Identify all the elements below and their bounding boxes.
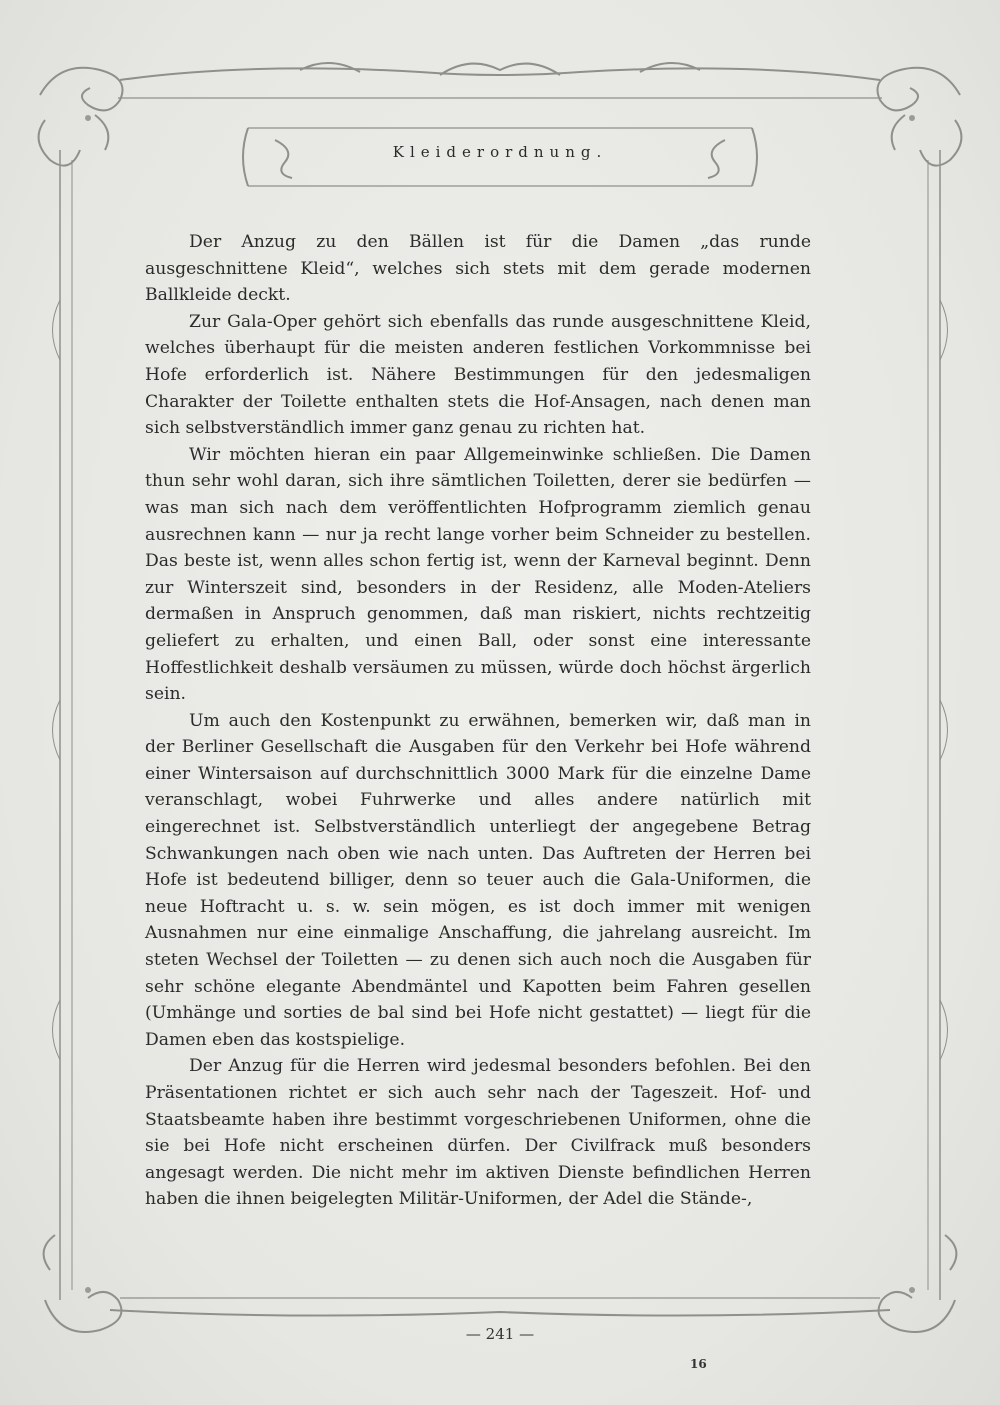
paragraph: Der Anzug zu den Bällen ist für die Damen „das runde ausgeschnittene Kleid“, welches sich stets mit dem gerade modernen Ballkleide deckt. xyxy=(145,232,811,306)
page-number: — 241 — xyxy=(465,1325,535,1343)
paragraph: Zur Gala-Oper gehört sich ebenfalls das runde ausgeschnittene Kleid, welches überhaupt für die meisten anderen festlichen Vorkommnisse bei Hofe erforderlich ist. Nähere Bestimmungen für den jedesmaligen Charakter der Toilette enthalten stets die Hof-Ansagen, nach denen man sich selbstverständlich immer ganz genau zu richten hat. xyxy=(145,311,811,439)
page-heading: Kleiderordnung. xyxy=(392,143,608,161)
paragraph: Der Anzug für die Herren wird jedesmal besonders befohlen. Bei den Präsentationen richtet er sich auch sehr nach der Tageszeit. Hof- und Staatsbeamte haben ihre bestimmt vorgeschriebenen Uniformen, ohne die sie bei Hofe nicht erscheinen dürfen. Der Civilfrack muß besonders angesagt werden. Die nicht mehr im aktiven Dienste befindlichen Herren haben die ihnen beigelegten Militär-Uniformen, der Adel die Stände-, xyxy=(145,1056,811,1210)
paragraph: Wir möchten hieran ein paar Allgemeinwinke schließen. Die Damen thun sehr wohl daran, sich ihre sämtlichen Toiletten, derer sie bedürfen — was man sich nach dem veröffentlichten Hofprogramm ziemlich genau ausrechnen kann — nur ja recht lange vorher beim Schneider zu bestellen. Das beste ist, wenn alles schon fertig ist, wenn der Karneval beginnt. Denn zur Winterszeit sind, besonders in der Residenz, alle Moden-Ateliers dermaßen in Anspruch genommen, daß man riskiert, nichts rechtzeitig geliefert zu erhalten, und einen Ball, oder sonst eine interessante Hoffestlichkeit deshalb versäumen zu müssen, würde doch höchst ärgerlich sein. xyxy=(145,444,811,705)
body-text xyxy=(145,229,811,1213)
paragraph: Um auch den Kostenpunkt zu erwähnen, bemerken wir, daß man in der Berliner Gesellschaft die Ausgaben für den Verkehr bei Hofe während einer Wintersaison auf durchschnittlich 3000 Mark für die einzelne Dame veranschlagt, wobei Fuhrwerke und alles andere natürlich mit eingerechnet ist. Selbstverständlich unterliegt der angegebene Betrag Schwankungen nach oben wie nach unten. Das Auftreten der Herren bei Hofe ist bedeutend billiger, denn so teuer auch die Gala-Uniformen, die neue Hoftracht u. s. w. sein mögen, es ist doch immer mit wenigen Ausnahmen nur eine einmalige Anschaffung, die jahrelang ausreicht. Im steten Wechsel der Toiletten — zu denen sich auch noch die Ausgaben für sehr schöne elegante Abendmäntel und Kapotten beim Fahren gesellen (Umhänge und sorties de bal sind bei Hofe nicht gestattet) — liegt für die Damen eben das kostspielige. xyxy=(145,710,811,1050)
signature-mark: 16 xyxy=(690,1357,707,1371)
